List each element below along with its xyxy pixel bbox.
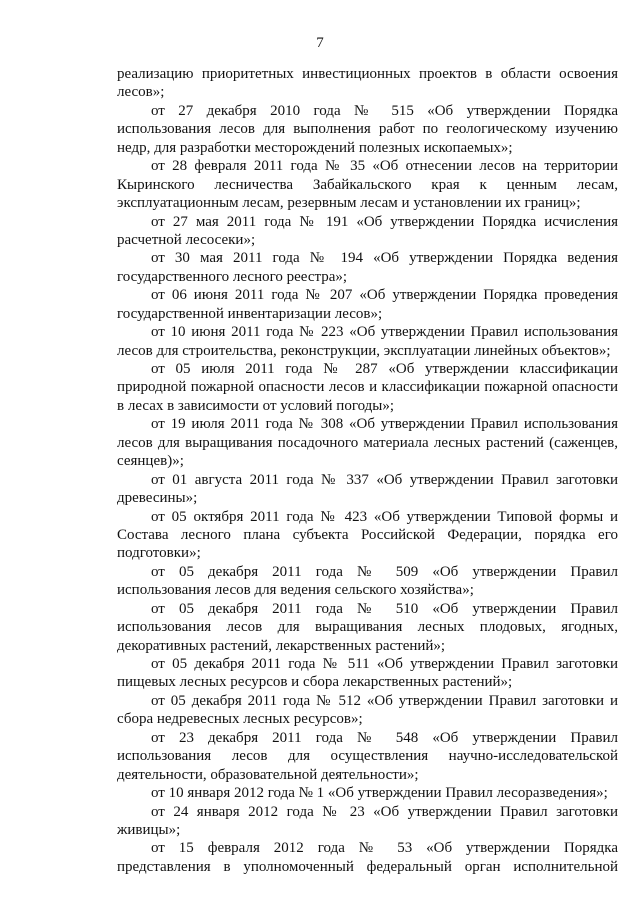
text-line: природной пожарной опасности лесов и классификации пожарной опасности — [117, 379, 618, 396]
text-line: представления в уполномоченный федеральный орган исполнительной — [117, 858, 618, 875]
paragraph-first-line: от 05 октября 2011 года № 423 «Об утверждении Типовой формы и — [151, 508, 618, 525]
text-line: государственного лесного реестра»; — [117, 268, 348, 285]
text-line: подготовки»; — [117, 545, 201, 562]
text-line: декоративных растений, лекарственных растений»; — [117, 637, 446, 654]
paragraph-first-line: от 27 мая 2011 года № 191 «Об утверждении Порядка исчисления — [151, 213, 618, 230]
page-number: 7 — [316, 35, 324, 51]
text-line: сбора недревесных лесных ресурсов»; — [117, 711, 363, 728]
paragraph-first-line: от 10 июня 2011 года № 223 «Об утверждении Правил использования — [151, 324, 618, 341]
text-line: расчетной лесосеки»; — [117, 231, 256, 248]
text-line: государственной инвентаризации лесов»; — [117, 305, 383, 322]
paragraph-first-line: от 05 июля 2011 года № 287 «Об утверждении классификации — [151, 361, 618, 377]
text-line: древесины»; — [117, 490, 198, 507]
text-line: лесов»; — [117, 84, 165, 101]
text-line: деятельности, образовательной деятельности»; — [117, 766, 419, 783]
text-line: использования лесов для осуществления научно-исследовательской — [117, 748, 618, 765]
text-line: Кыринского лесничества Забайкальского края к ценным лесам, — [117, 176, 618, 193]
text-line: недр, для разработки месторождений полезных ископаемых»; — [117, 139, 513, 156]
paragraph-first-line: от 01 августа 2011 года № 337 «Об утверждении Правил заготовки — [151, 471, 618, 488]
text-line: живицы»; — [117, 821, 181, 838]
text-line: Состава лесного плана субъекта Российской Федерации, порядка его — [117, 526, 618, 543]
paragraph-first-line: от 05 декабря 2011 года № 511 «Об утверждении Правил заготовки — [151, 656, 618, 672]
document-body — [117, 65, 618, 876]
paragraph-first-line: от 10 января 2012 года № 1 «Об утверждении Правил лесоразведения»; — [151, 785, 608, 802]
text-line: использования лесов для выполнения работ по геологическому изучению — [117, 121, 618, 138]
paragraph-first-line: от 19 июля 2011 года № 308 «Об утверждении Правил использования — [151, 416, 618, 433]
paragraph-first-line: от 24 января 2012 года № 23 «Об утверждении Правил заготовки — [151, 803, 618, 820]
paragraph-first-line: от 28 февраля 2011 года № 35 «Об отнесении лесов на территории — [151, 158, 618, 175]
text-line: сеянцев)»; — [117, 453, 184, 470]
paragraph-first-line: от 05 декабря 2011 года № 512 «Об утверждении Правил заготовки и — [151, 692, 618, 709]
paragraph-first-line: от 06 июня 2011 года № 207 «Об утверждении Порядка проведения — [151, 287, 618, 304]
paragraph-first-line: от 27 декабря 2010 года № 515 «Об утверждении Порядка — [151, 102, 618, 119]
text-line: использования лесов для выращивания лесных плодовых, ягодных, — [117, 619, 618, 636]
paragraph-first-line: от 23 декабря 2011 года № 548 «Об утверждении Правил — [151, 729, 618, 746]
text-line: лесов для строительства, реконструкции, эксплуатации линейных объектов»; — [117, 342, 611, 359]
paragraph-first-line: от 15 февраля 2012 года № 53 «Об утверждении Порядка — [151, 840, 618, 857]
text-line: использования лесов для ведения сельского хозяйства»; — [117, 582, 474, 599]
text-line: эксплуатационным лесам, резервным лесам и установлении их границ»; — [117, 195, 581, 212]
text-line: пищевых лесных ресурсов и сбора лекарственных растений»; — [117, 674, 513, 691]
text-line: в лесах в зависимости от условий погоды»; — [117, 397, 395, 414]
text-line: реализацию приоритетных инвестиционных проектов в области освоения — [117, 66, 618, 82]
paragraph-first-line: от 30 мая 2011 года № 194 «Об утверждении Порядка ведения — [151, 250, 618, 267]
paragraph-first-line: от 05 декабря 2011 года № 509 «Об утверждении Правил — [151, 563, 618, 580]
paragraph-first-line: от 05 декабря 2011 года № 510 «Об утверждении Правил — [151, 600, 618, 617]
text-line: лесов для выращивания посадочного материала лесных растений (саженцев, — [117, 434, 618, 451]
